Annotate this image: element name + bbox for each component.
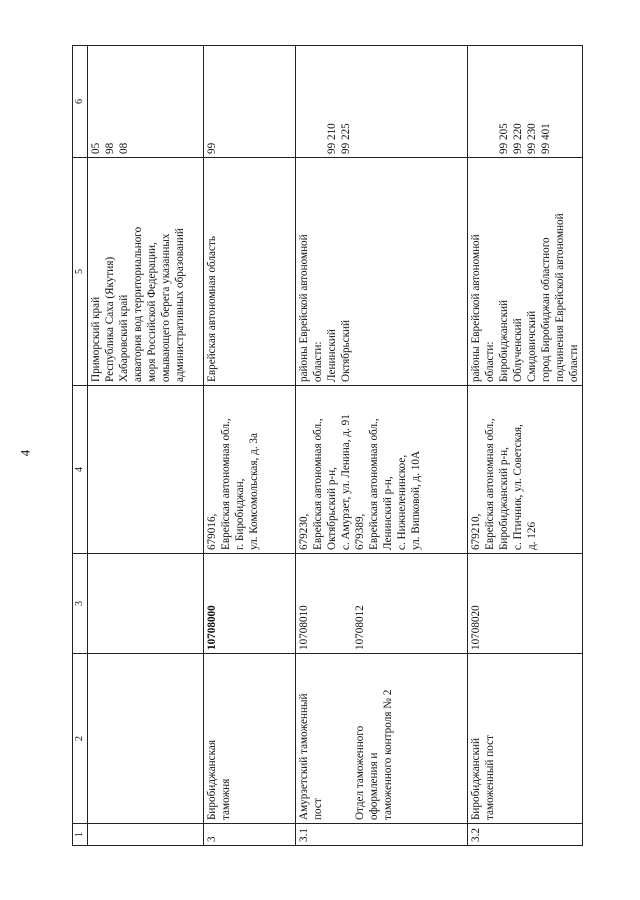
customs-office-name-line: Отдел таможенного — [354, 725, 366, 820]
territory-list-line: Октябрьский — [340, 319, 352, 382]
office-address-line: д. 126 — [526, 521, 538, 550]
table-row — [88, 46, 204, 846]
territory-list-line: подчинения Еврейской автономной — [554, 213, 566, 382]
header-row — [73, 46, 88, 846]
customs-office-name — [204, 654, 296, 824]
territory-list-line: Смидовичский — [526, 310, 538, 382]
territory-list-line: моря Российской Федерации, — [146, 242, 158, 382]
table-body — [88, 46, 583, 846]
customs-office-name — [88, 654, 204, 824]
office-address-line: с. Нижнеленинское, — [396, 454, 408, 550]
okato-codes-line: 99 225 — [340, 123, 352, 154]
customs-office-name-line: таможенный пост — [484, 735, 496, 820]
office-address — [468, 386, 583, 554]
office-code-line — [311, 557, 325, 650]
office-address-line: ул. Випковой, д. 10А — [410, 450, 422, 550]
row-number-line: 3.1 — [298, 828, 310, 842]
customs-office-name-line: Биробиджанская — [206, 740, 218, 820]
office-address — [296, 386, 468, 554]
office-code — [468, 554, 583, 654]
territory-list — [468, 158, 583, 386]
office-code — [204, 554, 296, 654]
office-code-line — [325, 557, 339, 650]
customs-office-name-line: таможня — [220, 778, 232, 820]
territory-list-line: Биробиджанский — [498, 299, 510, 382]
territory-list-line: районы Еврейской автономной — [470, 234, 482, 382]
row-number — [468, 824, 583, 846]
territory-list-line: акватория вод территориального — [132, 226, 144, 382]
territory-list-line: Республика Саха (Якутия) — [104, 256, 116, 382]
header-col-2: 2 — [73, 654, 88, 824]
page-number: 4 — [17, 449, 33, 457]
office-address-line: ул. Комсомольская, д. 3а — [248, 433, 260, 550]
territory-list-line: омывающего берега указанных — [160, 233, 172, 382]
row-number-line: 3.2 — [470, 828, 482, 842]
territory-list-line: районы Еврейской автономной — [298, 234, 310, 382]
office-address-line: Еврейская автономная обл., — [484, 418, 496, 550]
okato-codes-line: 99 — [206, 142, 218, 154]
office-code-line: 10708012 — [354, 605, 366, 650]
territory-list-line: области: — [484, 341, 496, 382]
table-row — [296, 46, 468, 846]
row-number — [204, 824, 296, 846]
customs-office-name-line — [325, 657, 339, 820]
okato-codes-line — [483, 49, 497, 154]
territory-list-line: области: — [312, 341, 324, 382]
territory-list — [88, 158, 204, 386]
okato-codes — [88, 46, 204, 158]
territory-list-line: Приморский край — [90, 296, 102, 382]
header-col-1: 1 — [73, 824, 88, 846]
row-number-line: 3 — [206, 836, 218, 842]
okato-codes — [204, 46, 296, 158]
office-address-line: 679210, — [470, 513, 482, 550]
office-address-line: 679230, — [298, 513, 310, 550]
okato-codes-line: 05 — [90, 142, 102, 154]
okato-codes — [468, 46, 583, 158]
okato-codes-line — [469, 49, 483, 154]
office-code — [296, 554, 468, 654]
office-address-line: 679016, — [206, 513, 218, 550]
table-row — [468, 46, 583, 846]
territory-list — [296, 158, 468, 386]
customs-office-name-line: Амурзетский таможенный — [298, 693, 310, 820]
office-address-line: Октябрьский р-н, — [326, 467, 338, 550]
okato-codes-line: 98 — [104, 142, 116, 154]
table-row — [204, 46, 296, 846]
office-code-line: 10708000 — [206, 605, 218, 650]
okato-codes-line: 99 401 — [540, 123, 552, 154]
row-number-line — [89, 827, 103, 842]
row-number — [296, 824, 468, 846]
okato-codes — [296, 46, 468, 158]
rotated-table-wrapper — [72, 46, 580, 846]
header-col-4: 4 — [73, 386, 88, 554]
territory-list-line: Ленинский — [326, 329, 338, 382]
office-code-line: 10708020 — [470, 605, 482, 650]
territory-list-line: город Биробиджан областного — [540, 237, 552, 382]
customs-office-name-line — [339, 657, 353, 820]
customs-table — [72, 45, 583, 846]
territory-list-line: Облученский — [512, 318, 524, 382]
office-address — [88, 386, 204, 554]
territory-list-line: административных образований — [174, 228, 186, 382]
okato-codes-line — [297, 49, 311, 154]
office-address-line: Еврейская автономная обл., — [368, 418, 380, 550]
okato-codes-line: 99 205 — [498, 123, 510, 154]
office-address-line: с. Амурзет, ул. Ленина, д. 91 — [340, 414, 352, 550]
office-code-line — [339, 557, 353, 650]
office-address-line: г. Биробиджан, — [234, 478, 246, 550]
customs-office-name — [468, 654, 583, 824]
territory-list-line: области — [568, 344, 580, 382]
okato-codes-line: 08 — [118, 142, 130, 154]
okato-codes-line: 99 210 — [326, 123, 338, 154]
customs-office-name-line: пост — [312, 798, 324, 820]
okato-codes-line — [311, 49, 325, 154]
territory-list — [204, 158, 296, 386]
okato-codes-line: 99 230 — [526, 123, 538, 154]
office-address-line: Биробиджанский р-н, — [498, 447, 510, 550]
header-col-6: 6 — [73, 46, 88, 158]
office-address-line: Ленинский р-н, — [382, 476, 394, 550]
office-address-line: 679389, — [354, 513, 366, 550]
okato-codes-line: 99 220 — [512, 123, 524, 154]
territory-list-line: Хабаровский край — [118, 294, 130, 382]
office-address-line: Еврейская автономная обл., — [220, 418, 232, 550]
office-code — [88, 554, 204, 654]
header-col-5: 5 — [73, 158, 88, 386]
office-code-line: 10708010 — [298, 605, 310, 650]
territory-list-line: Еврейская автономная область — [206, 236, 218, 382]
office-address — [204, 386, 296, 554]
customs-office-name — [296, 654, 468, 824]
office-address-line: с. Птичник, ул. Советская, — [512, 424, 524, 550]
header-col-3: 3 — [73, 554, 88, 654]
customs-office-name-line: оформления и — [368, 752, 380, 820]
customs-office-name-line: Биробиджанский — [470, 737, 482, 820]
office-address-line: Еврейская автономная обл., — [312, 418, 324, 550]
row-number — [88, 824, 204, 846]
customs-office-name-line: таможенного контроля № 2 — [382, 689, 394, 820]
